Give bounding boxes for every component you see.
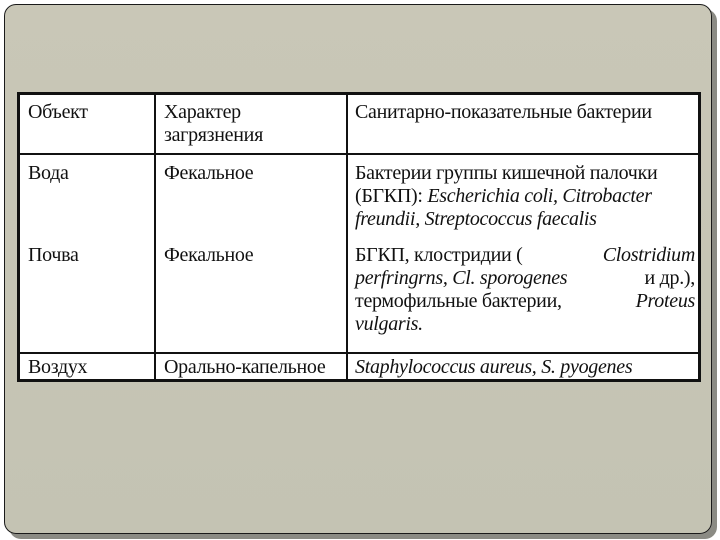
row-soil-bacteria-line3: термофильные бактерии, Proteus xyxy=(355,290,695,312)
row-water-bacteria-line1: Бактерии группы кишечной палочки xyxy=(355,162,658,184)
column-divider xyxy=(154,95,156,379)
column-divider xyxy=(346,95,348,379)
row-air-pollution: Орально-капельное xyxy=(164,356,326,378)
row-soil-bacteria-line2: perfringrns, Cl. sporogenes и др.), xyxy=(355,267,695,289)
header-divider xyxy=(20,153,698,155)
bacteria-table xyxy=(17,92,701,382)
row-water-object: Вода xyxy=(28,162,69,184)
row-air-bacteria: Staphylococcus aureus, S. pyogenes xyxy=(355,356,633,378)
row-soil-bacteria-line1: БГКП, клостридии ( Clostridium xyxy=(355,244,695,266)
row-divider xyxy=(20,352,698,354)
header-bacteria: Санитарно-показательные бактерии xyxy=(355,101,652,123)
row-soil-bacteria-line4: vulgaris. xyxy=(355,313,423,335)
header-pollution: Характер загрязнения xyxy=(164,101,263,146)
row-water-bacteria-line3: freundii, Streptococcus faecalis xyxy=(355,208,597,230)
row-water-pollution: Фекальное xyxy=(164,162,254,184)
row-soil-object: Почва xyxy=(28,244,79,266)
row-air-object: Воздух xyxy=(28,356,88,378)
row-soil-pollution: Фекальное xyxy=(164,244,254,266)
row-water-bacteria-line2: (БГКП): Escherichia coli, Citrobacter xyxy=(355,185,652,207)
header-object: Объект xyxy=(28,101,88,123)
